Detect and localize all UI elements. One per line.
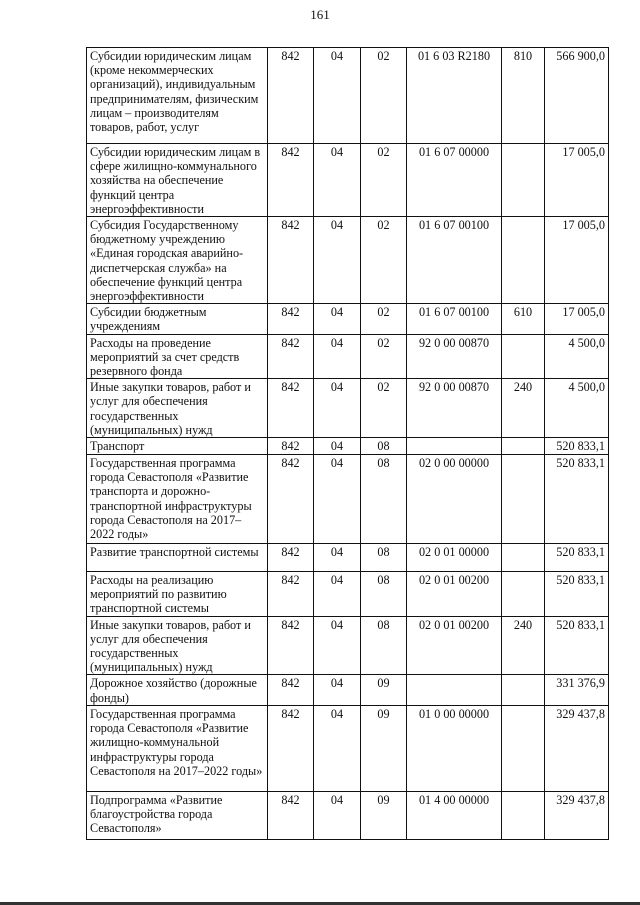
row-section-cell: 04 (314, 791, 361, 839)
row-name-cell: Государственная программа города Севастополя «Развитие жилищно-коммунальной инфраструктуры города Севастополя на 2017–2022 годы» (87, 705, 268, 791)
row-expense-type-cell (502, 438, 545, 455)
row-section-cell: 04 (314, 379, 361, 438)
table-row (87, 379, 609, 438)
table-row (87, 304, 609, 334)
row-grbs-cell: 842 (268, 705, 314, 791)
row-target-article-cell (407, 438, 502, 455)
row-section-cell: 04 (314, 144, 361, 217)
row-expense-type-cell (502, 217, 545, 304)
table-row (87, 438, 609, 455)
row-expense-type-cell (502, 675, 545, 705)
row-expense-type-cell (502, 705, 545, 791)
row-grbs-cell: 842 (268, 455, 314, 544)
row-target-article-cell: 02 0 01 00200 (407, 572, 502, 617)
row-target-article-cell: 92 0 00 00870 (407, 379, 502, 438)
row-grbs-cell: 842 (268, 304, 314, 334)
row-expense-type-cell: 240 (502, 616, 545, 675)
row-subsection-cell: 09 (361, 791, 407, 839)
row-target-article-cell: 01 4 00 00000 (407, 791, 502, 839)
row-section-cell: 04 (314, 675, 361, 705)
row-target-article-cell: 02 0 01 00000 (407, 544, 502, 572)
row-section-cell: 04 (314, 304, 361, 334)
row-target-article-cell: 01 6 07 00100 (407, 304, 502, 334)
table-row (87, 544, 609, 572)
page-number: 161 (310, 7, 330, 22)
row-name-cell: Субсидии юридическим лицам (кроме некоммерческих организаций), индивидуальным предпринимателям, физическим лицам – производителям товаров, работ, услуг (87, 48, 268, 144)
row-section-cell: 04 (314, 217, 361, 304)
row-amount-cell: 4 500,0 (545, 334, 609, 379)
table-row (87, 616, 609, 675)
row-amount-cell: 520 833,1 (545, 616, 609, 675)
row-name-cell: Дорожное хозяйство (дорожные фонды) (87, 675, 268, 705)
row-name-cell: Субсидии юридическим лицам в сфере жилищно-коммунального хозяйства на обеспечение функций центра энергоэффективности (87, 144, 268, 217)
row-subsection-cell: 02 (361, 217, 407, 304)
row-grbs-cell: 842 (268, 438, 314, 455)
table-row (87, 572, 609, 617)
row-expense-type-cell: 240 (502, 379, 545, 438)
row-expense-type-cell (502, 791, 545, 839)
row-subsection-cell: 02 (361, 144, 407, 217)
row-subsection-cell: 02 (361, 48, 407, 144)
row-section-cell: 04 (314, 544, 361, 572)
row-subsection-cell: 02 (361, 379, 407, 438)
row-subsection-cell: 09 (361, 705, 407, 791)
row-subsection-cell: 09 (361, 675, 407, 705)
row-expense-type-cell (502, 455, 545, 544)
row-target-article-cell (407, 675, 502, 705)
row-target-article-cell: 01 6 03 R2180 (407, 48, 502, 144)
row-name-cell: Развитие транспортной системы (87, 544, 268, 572)
row-name-cell: Расходы на проведение мероприятий за счет средств резервного фонда (87, 334, 268, 379)
table-row (87, 217, 609, 304)
row-grbs-cell: 842 (268, 217, 314, 304)
table-row (87, 791, 609, 839)
row-expense-type-cell (502, 334, 545, 379)
row-amount-cell: 520 833,1 (545, 455, 609, 544)
row-amount-cell: 331 376,9 (545, 675, 609, 705)
row-grbs-cell: 842 (268, 616, 314, 675)
row-expense-type-cell: 810 (502, 48, 545, 144)
row-expense-type-cell (502, 572, 545, 617)
table-row (87, 705, 609, 791)
table-row (87, 455, 609, 544)
row-grbs-cell: 842 (268, 675, 314, 705)
row-grbs-cell: 842 (268, 572, 314, 617)
row-section-cell: 04 (314, 438, 361, 455)
row-grbs-cell: 842 (268, 544, 314, 572)
row-amount-cell: 520 833,1 (545, 544, 609, 572)
row-expense-type-cell (502, 144, 545, 217)
row-amount-cell: 17 005,0 (545, 217, 609, 304)
table-row (87, 334, 609, 379)
row-name-cell: Транспорт (87, 438, 268, 455)
row-amount-cell: 520 833,1 (545, 438, 609, 455)
row-subsection-cell: 08 (361, 438, 407, 455)
row-amount-cell: 520 833,1 (545, 572, 609, 617)
row-subsection-cell: 02 (361, 304, 407, 334)
row-target-article-cell: 01 6 07 00000 (407, 144, 502, 217)
row-amount-cell: 17 005,0 (545, 304, 609, 334)
row-section-cell: 04 (314, 48, 361, 144)
row-amount-cell: 17 005,0 (545, 144, 609, 217)
row-grbs-cell: 842 (268, 334, 314, 379)
row-expense-type-cell: 610 (502, 304, 545, 334)
row-target-article-cell: 01 0 00 00000 (407, 705, 502, 791)
row-grbs-cell: 842 (268, 379, 314, 438)
row-grbs-cell: 842 (268, 48, 314, 144)
row-subsection-cell: 08 (361, 572, 407, 617)
row-target-article-cell: 92 0 00 00870 (407, 334, 502, 379)
row-section-cell: 04 (314, 616, 361, 675)
row-target-article-cell: 02 0 00 00000 (407, 455, 502, 544)
row-section-cell: 04 (314, 705, 361, 791)
budget-table (86, 47, 609, 840)
row-target-article-cell: 01 6 07 00100 (407, 217, 502, 304)
row-name-cell: Иные закупки товаров, работ и услуг для обеспечения государственных (муниципальных) нужд (87, 379, 268, 438)
row-name-cell: Государственная программа города Севастополя «Развитие транспорта и дорожно-транспортной инфраструктуры города Севастополя на 2017–2022 годы» (87, 455, 268, 544)
row-section-cell: 04 (314, 572, 361, 617)
row-subsection-cell: 02 (361, 334, 407, 379)
row-name-cell: Расходы на реализацию мероприятий по развитию транспортной системы (87, 572, 268, 617)
row-subsection-cell: 08 (361, 455, 407, 544)
row-subsection-cell: 08 (361, 544, 407, 572)
row-name-cell: Субсидии бюджетным учреждениям (87, 304, 268, 334)
row-amount-cell: 329 437,8 (545, 791, 609, 839)
row-grbs-cell: 842 (268, 791, 314, 839)
table-row (87, 48, 609, 144)
row-amount-cell: 566 900,0 (545, 48, 609, 144)
row-subsection-cell: 08 (361, 616, 407, 675)
row-section-cell: 04 (314, 334, 361, 379)
row-target-article-cell: 02 0 01 00200 (407, 616, 502, 675)
row-expense-type-cell (502, 544, 545, 572)
table-row (87, 144, 609, 217)
row-grbs-cell: 842 (268, 144, 314, 217)
row-name-cell: Подпрограмма «Развитие благоустройства города Севастополя» (87, 791, 268, 839)
row-name-cell: Иные закупки товаров, работ и услуг для обеспечения государственных (муниципальных) нужд (87, 616, 268, 675)
table-row (87, 675, 609, 705)
row-section-cell: 04 (314, 455, 361, 544)
row-name-cell: Субсидия Государственному бюджетному учреждению «Единая городская аварийно-диспетчерская служба» на обеспечение функций центра энергоэффективности (87, 217, 268, 304)
row-amount-cell: 329 437,8 (545, 705, 609, 791)
row-amount-cell: 4 500,0 (545, 379, 609, 438)
